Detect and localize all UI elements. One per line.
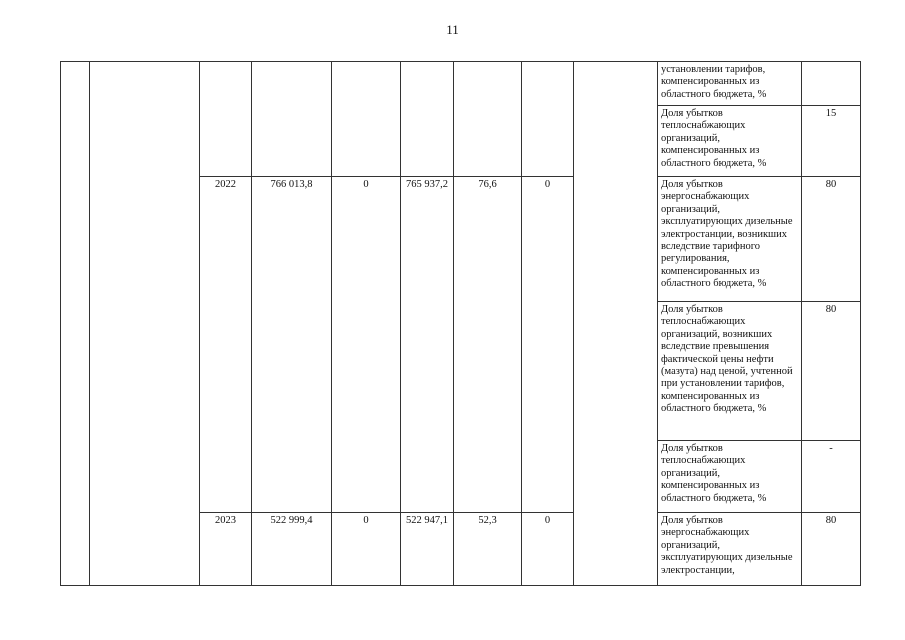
indicator-cell: Доля убытков энергоснабжающих организаций, эксплуатирующих дизельные электростанции, (658, 513, 802, 586)
year-cell: 2023 (200, 513, 252, 586)
total-cell: 766 013,8 (252, 177, 332, 513)
indicator-cell: Доля убытков энергоснабжающих организаций, эксплуатирующих дизельные электростанции, возникших вследствие тарифного регулирования, компенсированных из областного бюджета, % (658, 177, 802, 302)
indicator-value-cell (802, 62, 861, 106)
federal-cell: 0 (332, 513, 401, 586)
page-number: 11 (446, 22, 459, 37)
local-cell (454, 62, 522, 177)
table-row (61, 62, 861, 106)
total-cell (252, 62, 332, 177)
other-cell: 0 (522, 513, 574, 586)
other-cell: 0 (522, 177, 574, 513)
program-funding-table (60, 61, 861, 586)
regional-cell (401, 62, 454, 177)
indicator-cell: Доля убытков теплоснабжающих организаций, возникших вследствие превышения фактической цены нефти (мазута) над ценой, учтенной при установлении тарифов, компенсированных из областного бюджета, % (658, 302, 802, 441)
indicator-cell: Доля убытков теплоснабжающих организаций, компенсированных из областного бюджета, % (658, 441, 802, 513)
executor-cell (574, 62, 658, 586)
indicator-cell: Доля убытков теплоснабжающих организаций, компенсированных из областного бюджета, % (658, 106, 802, 177)
year-cell (200, 62, 252, 177)
indicator-value-cell: 80 (802, 177, 861, 302)
measure-name-cell (90, 62, 200, 586)
indicator-value-cell: 80 (802, 513, 861, 586)
indicator-value-cell: 15 (802, 106, 861, 177)
indicator-value-cell: 80 (802, 302, 861, 441)
index-cell (61, 62, 90, 586)
federal-cell: 0 (332, 177, 401, 513)
regional-cell: 765 937,2 (401, 177, 454, 513)
local-cell: 52,3 (454, 513, 522, 586)
total-cell: 522 999,4 (252, 513, 332, 586)
regional-cell: 522 947,1 (401, 513, 454, 586)
year-cell: 2022 (200, 177, 252, 513)
federal-cell (332, 62, 401, 177)
other-cell (522, 62, 574, 177)
indicator-cell: установлении тарифов, компенсированных из областного бюджета, % (658, 62, 802, 106)
indicator-value-cell: - (802, 441, 861, 513)
local-cell: 76,6 (454, 177, 522, 513)
